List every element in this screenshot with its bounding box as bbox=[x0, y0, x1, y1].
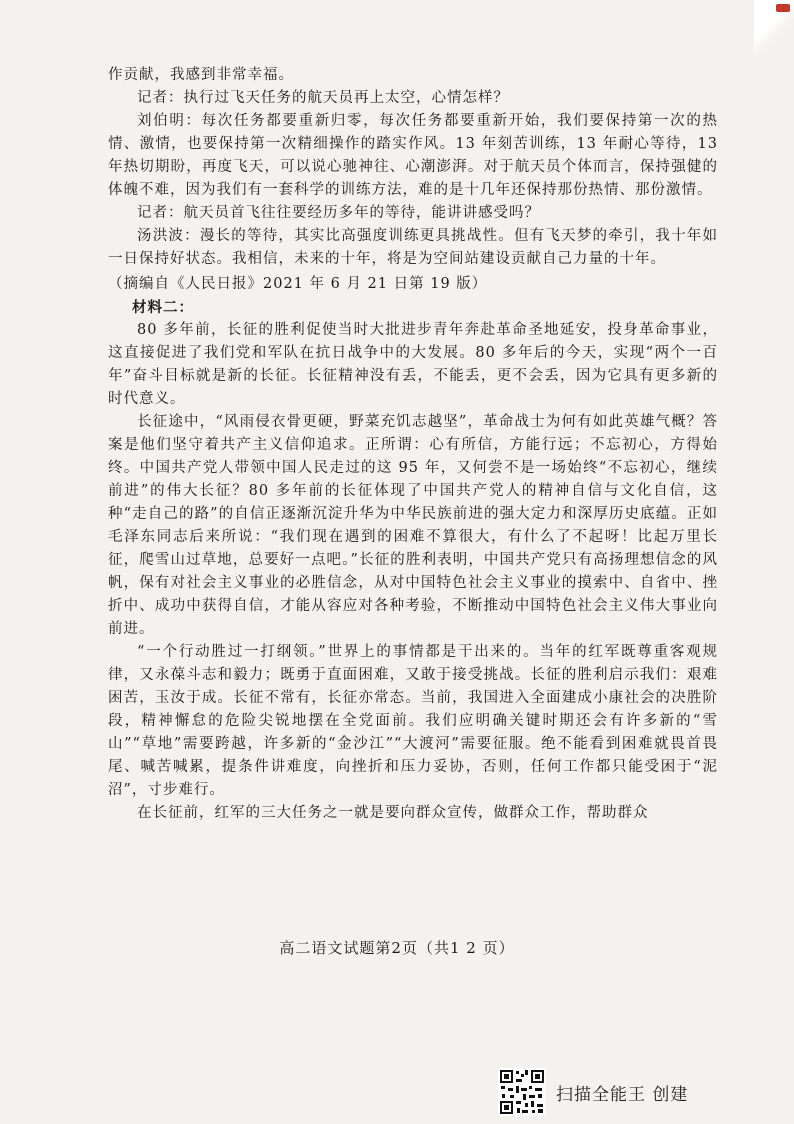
qr-code-icon bbox=[498, 1068, 546, 1116]
paragraph-p1: 作贡献，我感到非常幸福。 bbox=[108, 67, 294, 83]
section-heading: 材料二： bbox=[132, 299, 194, 316]
paragraph-q2: 长征途中，“风雨侵衣骨更硬，野菜充饥志越坚”，革命战士为何有如此英雄气概？答案是他们坚守着共产主义信仰追求。正所谓：心有所信，方能行远；不忘初心，方得始终。中国共产党人带领中国人民走过的这 95 年，又何尝不是一场始终“不忘初心，继续前进”的伟大长征？80 多年前的长征体现了中国共产党人的精神自信与文化自信，这种“走自己的路”的自信正逐渐沉淀升华为中华民族前进的强大定力和深厚历史底蕴。正如毛泽东同志后来所说：“我们现在遇到的困难不算很大，有什么了不起呀！比起万里长征，爬雪山过草地，总要好一点吧。”长征的胜利表明，中国共产党只有高扬理想信念的风帆，保有对社会主义事业的必胜信念，从对中国特色社会主义事业的摸索中、自省中、挫折中、成功中获得自信，才能从容应对各种考验，不断推动中国特色社会主义伟大事业向前进。 bbox=[108, 414, 718, 637]
source-citation: （摘编自《人民日报》2021 年 6 月 21 日第 19 版） bbox=[108, 276, 488, 292]
paragraph-p2: 记者：执行过飞天任务的航天员再上太空，心情怎样？ bbox=[137, 90, 509, 106]
scanner-watermark bbox=[498, 1066, 688, 1118]
paragraph-q1: 80 多年前，长征的胜利促使当时大批进步青年奔赴革命圣地延安，投身革命事业，这直接促进了我们党和军队在抗日战争中的大发展。80 多年后的今天，实现“两个一百年”奋斗目标就是新的长征。长征精神没有丢，不能丢，更不会丢，因为它具有更多新的时代意义。 bbox=[108, 322, 718, 407]
paragraph-p5: 汤洪波：漫长的等待，其实比高强度训练更具挑战性。但有飞天梦的牵引，我十年如一日保持好状态。我相信，未来的十年，将是为空间站建设贡献自己力量的十年。 bbox=[108, 228, 718, 267]
red-mark bbox=[776, 4, 790, 12]
paragraph-p3: 刘伯明：每次任务都要重新归零，每次任务都要重新开始，我们要保持第一次的热情、激情，也要保持第一次精细操作的踏实作风。13 年刻苦训练，13 年耐心等待，13 年热切期盼，再度飞天，可以说心驰神往、心潮澎湃。对于航天员个体而言，保持强健的体魄不难，因为我们有一套科学的训练方法，难的是十几年还保持那份热情、那份激情。 bbox=[108, 113, 718, 198]
paragraph-q3: “一个行动胜过一打纲领。”世界上的事情都是干出来的。当年的红军既尊重客观规律，又永葆斗志和毅力；既勇于直面困难，又敢于接受挑战。长征的胜利启示我们：艰难困苦，玉汝于成。长征不常有，长征亦常态。当前，我国进入全面建成小康社会的决胜阶段，精神懈怠的危险尖锐地摆在全党面前。我们应明确关键时期还会有许多新的“雪山”“草地”需要跨越，许多新的“金沙江”“大渡河”需要征服。绝不能看到困难就畏首畏尾、喊苦喊累，提条件讲难度，向挫折和压力妥协，否则，任何工作都只能受困于“泥沼”，寸步难行。 bbox=[108, 644, 718, 798]
paragraph-p4: 记者：航天员首飞往往要经历多年的等待，能讲讲感受吗？ bbox=[137, 205, 540, 221]
document-body bbox=[108, 64, 718, 825]
paragraph-q4: 在长征前，红军的三大任务之一就是要向群众宣传，做群众工作，帮助群众 bbox=[137, 805, 649, 821]
page-footer: 高二语文试题第2页（共1 2 页） bbox=[279, 939, 515, 957]
scanner-label: 扫描全能王 创建 bbox=[556, 1084, 689, 1105]
